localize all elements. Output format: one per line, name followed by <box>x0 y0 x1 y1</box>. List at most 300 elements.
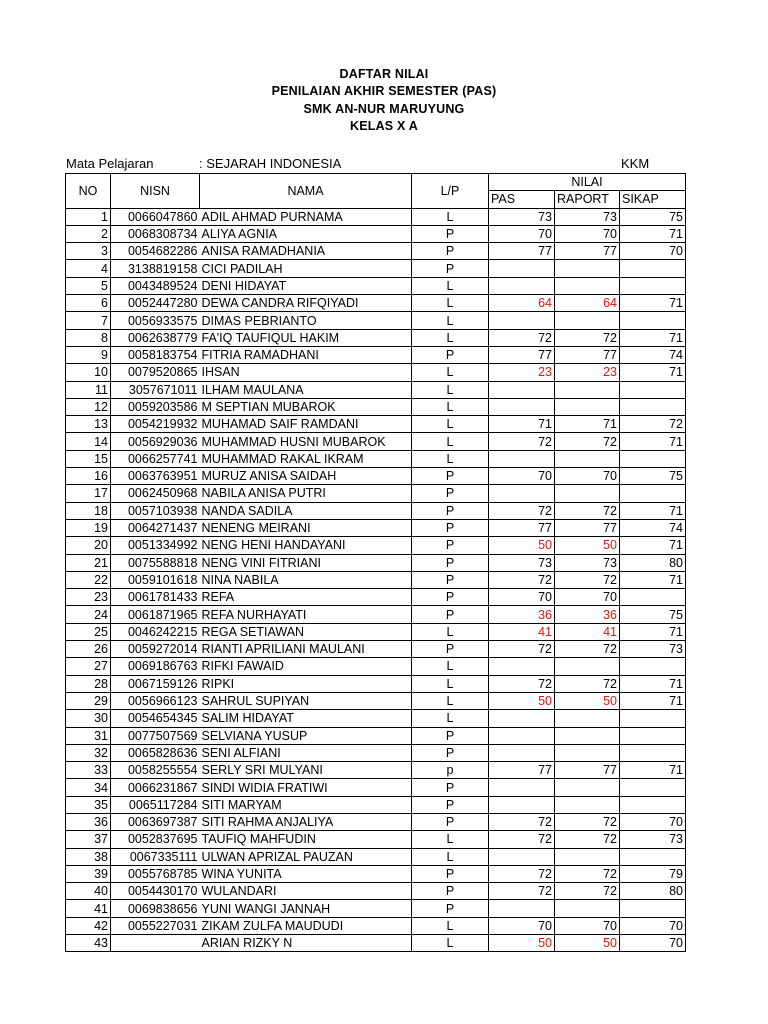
row-raport <box>555 485 620 502</box>
row-nisn: 3057671011 <box>111 381 200 398</box>
row-number: 10 <box>66 364 111 381</box>
school-name: SMK AN-NUR MARUYUNG <box>303 101 465 116</box>
row-sikap: 71 <box>620 571 686 588</box>
row-number: 36 <box>66 813 111 830</box>
row-number: 17 <box>66 485 111 502</box>
row-pas <box>489 744 555 761</box>
row-lp: P <box>412 589 489 606</box>
row-number: 32 <box>66 744 111 761</box>
row-raport <box>555 710 620 727</box>
row-raport: 72 <box>555 329 620 346</box>
row-raport: 41 <box>555 623 620 640</box>
row-sikap <box>620 848 686 865</box>
row-nama: ALIYA AGNIA <box>200 225 412 242</box>
row-nisn: 0061781433 <box>111 589 200 606</box>
row-raport <box>555 450 620 467</box>
row-nisn: 0069186763 <box>111 658 200 675</box>
row-pas: 36 <box>489 606 555 623</box>
row-sikap: 75 <box>620 606 686 623</box>
row-nama: DIMAS PEBRIANTO <box>200 312 412 329</box>
row-sikap <box>620 277 686 294</box>
row-sikap: 71 <box>620 295 686 312</box>
row-lp: L <box>412 277 489 294</box>
row-nama: MUHAMAD SAIF RAMDANI <box>200 416 412 433</box>
row-pas: 41 <box>489 623 555 640</box>
row-lp: P <box>412 727 489 744</box>
row-nisn: 0043489524 <box>111 277 200 294</box>
row-pas: 72 <box>489 641 555 658</box>
table-row <box>66 416 686 433</box>
row-number: 34 <box>66 779 111 796</box>
row-pas: 70 <box>489 468 555 485</box>
row-nisn: 0066257741 <box>111 450 200 467</box>
row-sikap <box>620 900 686 917</box>
row-raport <box>555 779 620 796</box>
row-nama: DENI HIDAYAT <box>200 277 412 294</box>
row-raport: 72 <box>555 502 620 519</box>
row-sikap: 74 <box>620 346 686 363</box>
row-raport: 70 <box>555 468 620 485</box>
row-pas <box>489 796 555 813</box>
row-lp: P <box>412 468 489 485</box>
header-nama: NAMA <box>200 174 412 209</box>
row-nisn: 0046242215 <box>111 623 200 640</box>
row-pas: 70 <box>489 917 555 934</box>
table-row <box>66 779 686 796</box>
row-number: 20 <box>66 537 111 554</box>
row-nama: ULWAN APRIZAL PAUZAN <box>200 848 412 865</box>
row-sikap <box>620 312 686 329</box>
row-raport: 64 <box>555 295 620 312</box>
row-nisn: 3138819158 <box>111 260 200 277</box>
table-row <box>66 935 686 952</box>
row-pas: 72 <box>489 329 555 346</box>
row-nisn: 0057103938 <box>111 502 200 519</box>
row-number: 11 <box>66 381 111 398</box>
table-row <box>66 295 686 312</box>
row-lp: L <box>412 450 489 467</box>
row-nisn: 0054682286 <box>111 243 200 260</box>
row-nama: ARIAN RIZKY N <box>200 935 412 952</box>
row-pas <box>489 727 555 744</box>
table-row <box>66 762 686 779</box>
row-nama: SINDI WIDIA FRATIWI <box>200 779 412 796</box>
row-nama: RIFKI FAWAID <box>200 658 412 675</box>
row-nisn: 0056966123 <box>111 692 200 709</box>
row-number: 2 <box>66 225 111 242</box>
row-nisn: 0067335111 <box>111 848 200 865</box>
row-sikap: 80 <box>620 554 686 571</box>
row-pas: 77 <box>489 762 555 779</box>
row-raport: 72 <box>555 675 620 692</box>
table-row <box>66 571 686 588</box>
table-row <box>66 883 686 900</box>
row-nama: NINA NABILA <box>200 571 412 588</box>
row-raport <box>555 260 620 277</box>
row-nama: DEWA CANDRA RIFQIYADI <box>200 295 412 312</box>
row-nisn: 0065117284 <box>111 796 200 813</box>
row-nama: NENG VINI FITRIANI <box>200 554 412 571</box>
row-pas <box>489 658 555 675</box>
row-lp: P <box>412 606 489 623</box>
row-nisn: 0066231867 <box>111 779 200 796</box>
row-number: 27 <box>66 658 111 675</box>
table-row <box>66 917 686 934</box>
row-sikap: 70 <box>620 813 686 830</box>
row-nama: WULANDARI <box>200 883 412 900</box>
document-title: DAFTAR NILAI <box>339 67 429 81</box>
row-number: 4 <box>66 260 111 277</box>
row-pas <box>489 848 555 865</box>
row-lp: L <box>412 935 489 952</box>
row-nisn: 0059203586 <box>111 398 200 415</box>
row-raport: 71 <box>555 416 620 433</box>
header-raport: RAPORT <box>555 191 620 208</box>
table-row <box>66 641 686 658</box>
row-pas: 72 <box>489 865 555 882</box>
grades-table <box>65 173 686 952</box>
row-raport: 77 <box>555 519 620 536</box>
row-raport: 72 <box>555 831 620 848</box>
table-row <box>66 606 686 623</box>
row-lp: L <box>412 312 489 329</box>
table-row <box>66 502 686 519</box>
row-nama: SENI ALFIANI <box>200 744 412 761</box>
row-lp: L <box>412 710 489 727</box>
row-sikap: 71 <box>620 502 686 519</box>
row-nisn: 0065828636 <box>111 744 200 761</box>
row-nisn: 0056933575 <box>111 312 200 329</box>
row-raport: 72 <box>555 883 620 900</box>
row-sikap: 71 <box>620 623 686 640</box>
row-number: 8 <box>66 329 111 346</box>
table-row <box>66 658 686 675</box>
row-sikap: 71 <box>620 364 686 381</box>
table-row <box>66 243 686 260</box>
row-raport: 50 <box>555 537 620 554</box>
row-nama: IHSAN <box>200 364 412 381</box>
row-sikap: 70 <box>620 243 686 260</box>
row-nisn: 0054654345 <box>111 710 200 727</box>
row-number: 33 <box>66 762 111 779</box>
header-nilai: NILAI <box>489 174 686 191</box>
table-row <box>66 277 686 294</box>
row-pas: 73 <box>489 554 555 571</box>
row-number: 5 <box>66 277 111 294</box>
row-number: 3 <box>66 243 111 260</box>
row-raport: 50 <box>555 935 620 952</box>
row-nama: YUNI WANGI JANNAH <box>200 900 412 917</box>
row-nisn: 0055768785 <box>111 865 200 882</box>
row-pas: 72 <box>489 675 555 692</box>
row-number: 42 <box>66 917 111 934</box>
row-sikap: 73 <box>620 831 686 848</box>
row-lp: L <box>412 329 489 346</box>
row-sikap: 71 <box>620 762 686 779</box>
row-sikap: 71 <box>620 225 686 242</box>
row-number: 38 <box>66 848 111 865</box>
row-number: 1 <box>66 208 111 225</box>
row-number: 6 <box>66 295 111 312</box>
row-lp: P <box>412 641 489 658</box>
row-pas <box>489 260 555 277</box>
row-nama: MUHAMMAD HUSNI MUBAROK <box>200 433 412 450</box>
row-lp: L <box>412 398 489 415</box>
row-number: 28 <box>66 675 111 692</box>
table-row <box>66 675 686 692</box>
row-sikap <box>620 260 686 277</box>
row-raport <box>555 744 620 761</box>
row-nisn: 0054430170 <box>111 883 200 900</box>
row-raport <box>555 848 620 865</box>
row-lp: P <box>412 744 489 761</box>
table-row <box>66 485 686 502</box>
table-row <box>66 623 686 640</box>
row-lp: P <box>412 243 489 260</box>
row-pas: 77 <box>489 243 555 260</box>
row-number: 18 <box>66 502 111 519</box>
row-nisn: 0069838656 <box>111 900 200 917</box>
row-pas <box>489 710 555 727</box>
row-pas: 72 <box>489 831 555 848</box>
row-lp: P <box>412 519 489 536</box>
row-number: 31 <box>66 727 111 744</box>
row-lp: L <box>412 692 489 709</box>
row-nama: REGA SETIAWAN <box>200 623 412 640</box>
row-raport: 70 <box>555 589 620 606</box>
row-raport <box>555 796 620 813</box>
row-sikap <box>620 450 686 467</box>
row-sikap <box>620 744 686 761</box>
row-raport: 77 <box>555 762 620 779</box>
table-row <box>66 831 686 848</box>
row-lp: P <box>412 485 489 502</box>
table-row <box>66 813 686 830</box>
row-raport: 72 <box>555 571 620 588</box>
table-row <box>66 450 686 467</box>
row-pas: 77 <box>489 519 555 536</box>
table-row <box>66 796 686 813</box>
row-number: 41 <box>66 900 111 917</box>
row-pas: 71 <box>489 416 555 433</box>
row-raport <box>555 381 620 398</box>
row-number: 39 <box>66 865 111 882</box>
row-sikap <box>620 658 686 675</box>
row-pas <box>489 277 555 294</box>
row-pas: 70 <box>489 589 555 606</box>
row-sikap: 70 <box>620 935 686 952</box>
row-raport: 23 <box>555 364 620 381</box>
table-row <box>66 727 686 744</box>
row-raport: 70 <box>555 917 620 934</box>
row-number: 22 <box>66 571 111 588</box>
class-name: KELAS X A <box>349 118 418 133</box>
row-sikap: 72 <box>620 416 686 433</box>
row-nama: NENENG MEIRANI <box>200 519 412 536</box>
row-nisn: 0051334992 <box>111 537 200 554</box>
row-nama: NABILA ANISA PUTRI <box>200 485 412 502</box>
row-pas: 73 <box>489 208 555 225</box>
row-pas: 50 <box>489 537 555 554</box>
table-row <box>66 433 686 450</box>
row-lp: L <box>412 675 489 692</box>
row-raport: 70 <box>555 225 620 242</box>
row-number: 29 <box>66 692 111 709</box>
row-raport: 73 <box>555 208 620 225</box>
header-sikap: SIKAP <box>620 191 686 208</box>
row-nama: SELVIANA YUSUP <box>200 727 412 744</box>
row-nama: SERLY SRI MULYANI <box>200 762 412 779</box>
table-row <box>66 329 686 346</box>
row-lp: P <box>412 346 489 363</box>
table-row <box>66 554 686 571</box>
header-nisn: NISN <box>111 174 200 209</box>
row-number: 16 <box>66 468 111 485</box>
row-nama: MUHAMMAD RAKAL IKRAM <box>200 450 412 467</box>
table-row <box>66 865 686 882</box>
row-lp: P <box>412 883 489 900</box>
row-number: 25 <box>66 623 111 640</box>
table-row <box>66 260 686 277</box>
row-number: 7 <box>66 312 111 329</box>
row-sikap: 74 <box>620 519 686 536</box>
row-nisn: 0058255554 <box>111 762 200 779</box>
row-pas: 72 <box>489 883 555 900</box>
row-nama: SITI RAHMA ANJALIYA <box>200 813 412 830</box>
row-raport: 77 <box>555 346 620 363</box>
row-pas: 64 <box>489 295 555 312</box>
row-lp: P <box>412 260 489 277</box>
table-body <box>66 208 686 952</box>
row-sikap <box>620 779 686 796</box>
row-nisn: 0063697387 <box>111 813 200 830</box>
row-lp: L <box>412 433 489 450</box>
row-pas <box>489 779 555 796</box>
row-nisn: 0077507569 <box>111 727 200 744</box>
row-nama: NANDA SADILA <box>200 502 412 519</box>
row-nisn: 0067159126 <box>111 675 200 692</box>
row-nisn: 0079520865 <box>111 364 200 381</box>
row-nisn: 0064271437 <box>111 519 200 536</box>
row-nisn: 0068308734 <box>111 225 200 242</box>
table-row <box>66 537 686 554</box>
row-nisn: 0058183754 <box>111 346 200 363</box>
row-pas: 70 <box>489 225 555 242</box>
row-number: 21 <box>66 554 111 571</box>
table-row <box>66 346 686 363</box>
row-lp: P <box>412 813 489 830</box>
row-nama: FA'IQ TAUFIQUL HAKIM <box>200 329 412 346</box>
row-number: 9 <box>66 346 111 363</box>
header-no: NO <box>66 174 111 209</box>
row-number: 13 <box>66 416 111 433</box>
row-sikap: 73 <box>620 641 686 658</box>
row-raport <box>555 727 620 744</box>
row-lp: L <box>412 364 489 381</box>
row-sikap: 70 <box>620 917 686 934</box>
row-sikap: 75 <box>620 208 686 225</box>
row-lp: P <box>412 554 489 571</box>
table-row <box>66 208 686 225</box>
row-nama: RIPKI <box>200 675 412 692</box>
row-nisn: 0055227031 <box>111 917 200 934</box>
table-row <box>66 692 686 709</box>
row-nama: SITI MARYAM <box>200 796 412 813</box>
row-nisn: 0056929036 <box>111 433 200 450</box>
row-raport: 72 <box>555 641 620 658</box>
row-nisn: 0075588818 <box>111 554 200 571</box>
row-raport <box>555 277 620 294</box>
row-lp: p <box>412 762 489 779</box>
row-pas: 50 <box>489 692 555 709</box>
row-nama: ZIKAM ZULFA MAUDUDI <box>200 917 412 934</box>
row-lp: L <box>412 416 489 433</box>
row-pas <box>489 381 555 398</box>
table-row <box>66 710 686 727</box>
row-sikap <box>620 727 686 744</box>
row-nisn: 0052837695 <box>111 831 200 848</box>
table-row <box>66 589 686 606</box>
row-raport: 36 <box>555 606 620 623</box>
row-nama: TAUFIQ MAHFUDIN <box>200 831 412 848</box>
row-sikap: 71 <box>620 675 686 692</box>
row-pas: 50 <box>489 935 555 952</box>
row-sikap <box>620 710 686 727</box>
row-nisn: 0059272014 <box>111 641 200 658</box>
row-pas: 72 <box>489 502 555 519</box>
row-pas: 77 <box>489 346 555 363</box>
row-number: 12 <box>66 398 111 415</box>
row-nama: SAHRUL SUPIYAN <box>200 692 412 709</box>
row-nama: ANISA RAMADHANIA <box>200 243 412 260</box>
table-header-row <box>66 174 686 191</box>
row-number: 30 <box>66 710 111 727</box>
row-nama: CICI PADILAH <box>200 260 412 277</box>
row-lp: L <box>412 848 489 865</box>
row-raport: 72 <box>555 865 620 882</box>
row-nama: ADIL AHMAD PURNAMA <box>200 208 412 225</box>
row-number: 19 <box>66 519 111 536</box>
row-pas <box>489 312 555 329</box>
table-row <box>66 312 686 329</box>
table-row <box>66 744 686 761</box>
row-nama: MURUZ ANISA SAIDAH <box>200 468 412 485</box>
table-row <box>66 398 686 415</box>
row-pas: 72 <box>489 813 555 830</box>
document-header <box>0 66 768 135</box>
row-sikap: 71 <box>620 692 686 709</box>
row-nama: ILHAM MAULANA <box>200 381 412 398</box>
header-pas: PAS <box>489 191 555 208</box>
row-pas: 23 <box>489 364 555 381</box>
row-sikap: 71 <box>620 433 686 450</box>
row-pas <box>489 398 555 415</box>
table-row <box>66 519 686 536</box>
row-sikap <box>620 381 686 398</box>
row-nama: FITRIA RAMADHANI <box>200 346 412 363</box>
row-number: 35 <box>66 796 111 813</box>
row-number: 15 <box>66 450 111 467</box>
row-raport <box>555 658 620 675</box>
row-number: 43 <box>66 935 111 952</box>
header-lp: L/P <box>412 174 489 209</box>
row-lp: P <box>412 779 489 796</box>
row-number: 37 <box>66 831 111 848</box>
row-sikap <box>620 796 686 813</box>
table-row <box>66 364 686 381</box>
row-nisn <box>111 935 200 952</box>
row-nama: RIANTI APRILIANI MAULANI <box>200 641 412 658</box>
